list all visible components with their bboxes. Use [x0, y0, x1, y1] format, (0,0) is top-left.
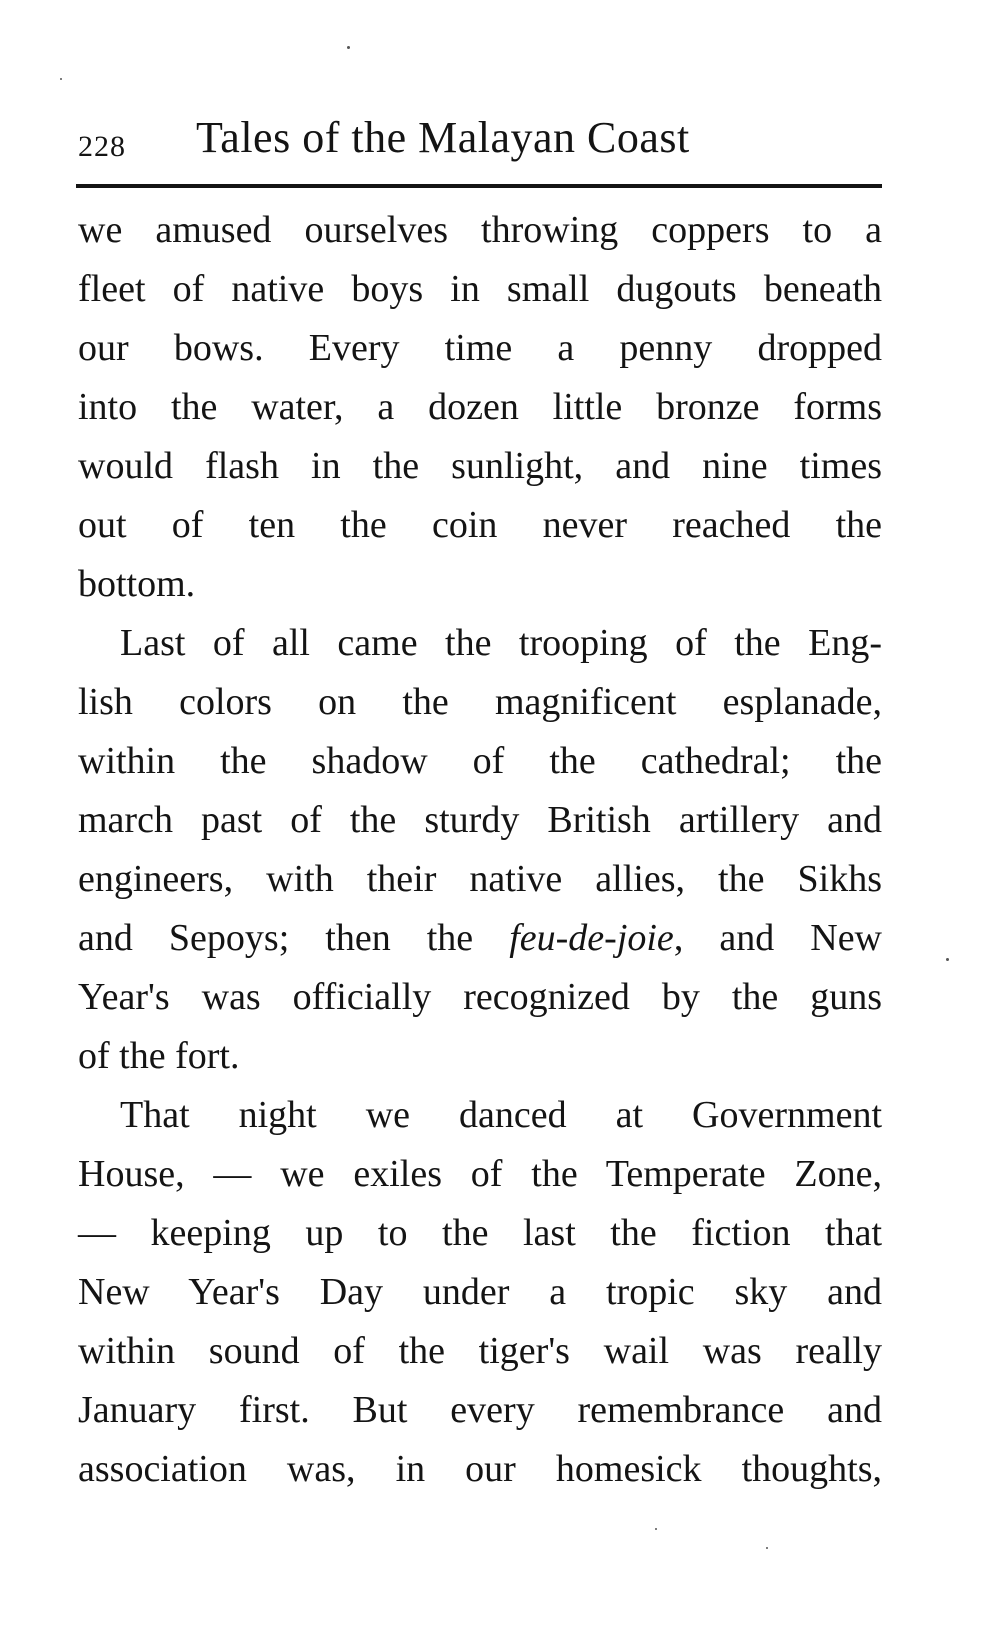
text-line: fleet of native boys in small dugouts beneath	[78, 268, 882, 310]
italic-phrase: feu-de-joie	[509, 917, 674, 959]
text-line: our bows. Every time a penny dropped	[78, 327, 882, 369]
body-text	[78, 201, 882, 1499]
text-line: New Year's Day under a tropic sky and	[78, 1271, 882, 1313]
text-line: of the fort.	[78, 1035, 240, 1077]
text-line: That night we danced at Government	[120, 1094, 882, 1136]
text-line: within the shadow of the cathedral; the	[78, 740, 882, 782]
scan-speck	[347, 46, 350, 49]
text-line: Last of all came the trooping of the Eng-	[120, 622, 882, 664]
text-line: would flash in the sunlight, and nine times	[78, 445, 882, 487]
text-line: House, — we exiles of the Temperate Zone,	[78, 1153, 882, 1195]
page-header	[78, 112, 882, 168]
text-line: within sound of the tiger's wail was really	[78, 1330, 882, 1372]
text-line: bottom.	[78, 563, 196, 605]
scan-speck	[655, 1528, 657, 1530]
scan-speck	[766, 1547, 768, 1549]
text-segment: , and New	[673, 917, 883, 959]
page-number: 228	[78, 130, 126, 163]
text-line: march past of the sturdy British artillery and	[78, 799, 882, 841]
text-line: we amused ourselves throwing coppers to a	[78, 209, 882, 251]
text-line: January first. But every remembrance and	[78, 1389, 882, 1431]
running-title: Tales of the Malayan Coast	[196, 113, 690, 162]
text-line: association was, in our homesick thoughts,	[78, 1448, 882, 1490]
text-segment: and Sepoys; then the	[78, 917, 474, 959]
text-line: Year's was officially recognized by the guns	[78, 976, 882, 1018]
text-line: out of ten the coin never reached the	[78, 504, 882, 546]
text-line: engineers, with their native allies, the Sikhs	[78, 858, 882, 900]
text-line: lish colors on the magnificent esplanade,	[78, 681, 882, 723]
header-rule	[76, 184, 882, 188]
scan-speck	[946, 958, 949, 961]
text-line: into the water, a dozen little bronze forms	[78, 386, 882, 428]
text-line: — keeping up to the last the fiction that	[78, 1212, 882, 1254]
text-line-with-italic	[78, 909, 882, 968]
scan-speck	[60, 78, 62, 80]
